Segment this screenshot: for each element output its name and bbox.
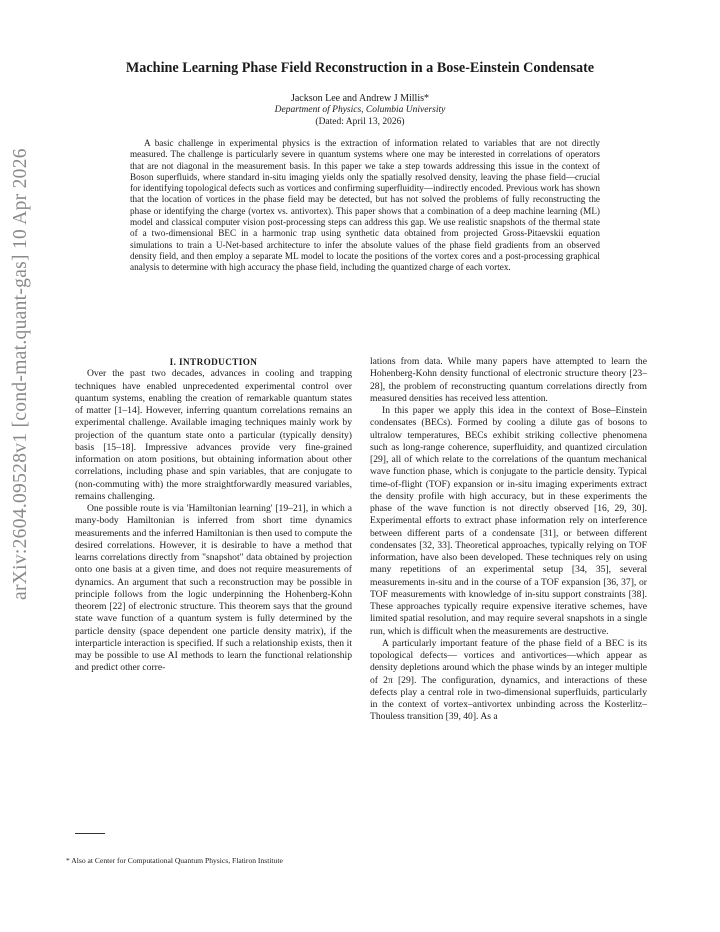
arxiv-identifier: arXiv:2604.09528v1 [cond-mat.quant-gas] 10 Apr 2026 [10,148,31,600]
paper-title: Machine Learning Phase Field Reconstruction in a Bose-Einstein Condensate [125,60,595,76]
left-column [75,356,352,675]
paragraph: One possible route is via 'Hamiltonian learning' [19–21], in which a many-body Hamiltonian is inferred from short time dynamics measurements and the inferred Hamiltonian is then used to compute the desired correlations. However, it is desirable to have a method that learns correlations directly from "snapshot" data obtained by projection onto one basis at a given time, and does not require measurements of dynamics. An argument that such a reconstruction may be possible in principle follows from the logic underpinning the Hohenberg-Kohn theorem [22] of electronic structure. This theorem says that the ground state wave function of a quantum system is fully determined by the particle density (space dependent one particle density matrix), if the interparticle interaction is specified. If such a relationship exists, then it may be possible to use AI methods to learn the functional relationship and predict other corre- [75,503,352,674]
paragraph: A particularly important feature of the phase field of a BEC is its topological defects— vortices and antivortices—which appear as density depletions around which the phase winds by an integer multiple of 2π [29]. The configuration, dynamics, and interactions of these defects play a central role in two-dimensional superfluids, particularly in the context of vortex–antivortex unbinding across the Kosterlitz–Thouless transition [39, 40]. As a [370,637,647,723]
paragraph: In this paper we apply this idea in the context of Bose–Einstein condensates (BECs). Formed by cooling a dilute gas of bosons to ultralow temperatures, BECs exhibit striking collective phenomena such as long-range coherence, superfluidity, and quantized circulation [29], all of which relate to the correlations of the quantum mechanical wave function phase, which is conjugate to the particle density. Typical time-of-flight (TOF) expansion or in-situ imaging experiments extract the density profile with high accuracy, but in these experiments the phase of the wave function is not directly observed [16, 29, 30]. Experimental efforts to extract phase information rely on interference between different parts of a condensate [31], or between different condensates [32, 33]. Theoretical approaches, typically relying on TOF information, have also been developed. These techniques rely on using many repetitions of an experimental setup [34, 35], several measurements in-situ and in the course of a TOF expansion [36, 37], or TOF measurements with knowledge of in-situ support constraints [38]. These approaches typically require expensive iterative schemes, have limited spatial resolution, and may require several snapshots in a single run, which is difficult when the measurements are destructive. [370,405,647,637]
section-heading: I. INTRODUCTION [169,357,258,367]
abstract: A basic challenge in experimental physics is the extraction of information related to variables that are not directly measured. The challenge is particularly severe in quantum systems where one may be interested in correlations of operators that are not diagonal in the measurement basis. In this paper we take a step towards addressing this issue in the context of Boson superfluids, where standard in-situ imaging yields only the spatially resolved density, leaving the phase field—crucial for identifying topological defects such as vortices and confirming superfluidity—indirectly encoded. Previous work has shown that the location of vortices in the phase field may be detected, but has not solved the problems of fully reconstructing the phase or identifying the charge (vortex vs. antivortex). This paper shows that a combination of a deep machine learning (ML) model and classical computer vision post-processing steps can address this gap. We use realistic snapshots of the thermal state of a two-dimensional BEC in a harmonic trap using synthetic data obtained from projected Gross-Pitaevskii equation simulations to train a U-Net-based architecture to infer the absolute values of the phase field gradients from an observed density field, and then employ a separate ML model to locate the positions of the vortex cores and a post-processing graphical analysis to determine with high accuracy the phase field, including the quantized charge of each vortex. [130,138,600,273]
footnote: * Also at Center for Computational Quantum Physics, Flatiron Institute [66,856,283,865]
authors: Jackson Lee and Andrew J Millis* [290,93,430,104]
paragraph: Over the past two decades, advances in cooling and trapping techniques have enabled unprecedented experimental control over quantum systems, enabling the creation of remarkable quantum states of matter [1–14]. However, inferring quantum correlations remains an experimental challenge. Available imaging techniques mainly work by projection of the quantum state onto a particular (typically density) basis [15–18]. Impressive advances provide very fine-grained information on atom positions, but obtaining information about other correlations, including phase and spin variables, that are conjugate to (non-commuting with) the more straightforwardly measured variables, remains challenging. [75,368,352,502]
paragraph: lations from data. While many papers have attempted to learn the Hohenberg-Kohn density functional of electronic structure theory [23–28], the problem of reconstructing quantum correlations directly from measured densities has received less attention. [370,356,647,404]
date-line: (Dated: April 13, 2026) [315,117,405,127]
right-column [370,356,647,724]
affiliation: Department of Physics, Columbia University [274,105,446,115]
footnote-rule [75,833,105,834]
